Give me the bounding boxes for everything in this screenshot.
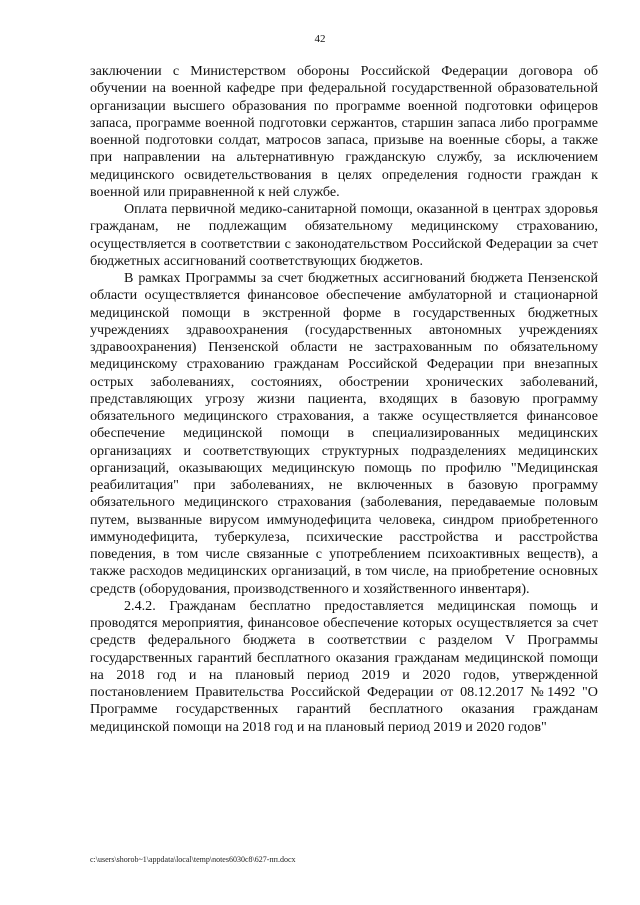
paragraph-penza-budget-funding: В рамках Программы за счет бюджетных ассигнований бюджета Пензенской области осуществляется финансовое обеспечение амбулаторной и стационарной медицинской помощи в экстренной форме в государственных бюджетных учреждениях здравоохранения (государственных автономных учреждениях здравоохранения) Пензенской области не застрахованным по обязательному медицинскому страхованию гражданам Российской Федерации при внезапных острых заболеваниях, состояниях, обострении хронических заболеваний, представляющих угрозу жизни пациента, входящих в базовую программу обязательного медицинского страхования, а также осуществляется финансовое обеспечение медицинской помощи в специализированных медицинских организациях и соответствующих структурных подразделениях медицинских организаций, оказывающих медицинскую помощь по профилю "Медицинская реабилитация" при заболеваниях, не включенных в базовую программу обязательного медицинского страхования (заболевания, передаваемые половым путем, вызванные вирусом иммунодефицита человека, синдром приобретенного иммунодефицита, туберкулеза, психические расстройства и расстройства поведения, в том числе связанные с употреблением психоактивных веществ), а также расходов медицинских организаций, в том числе, на приобретение основных средств (оборудования, производственного и хозяйственного инвентаря). [90, 270, 598, 597]
paragraph-section-2-4-2: 2.4.2. Гражданам бесплатно предоставляется медицинская помощь и проводятся мероприятия, финансовое обеспечение которых осуществляется за счет средств федерального бюджета в соответствии с разделом V Программы государственных гарантий бесплатного оказания гражданам медицинской помощи на 2018 год и на плановый период 2019 и 2020 годов, утвержденной постановлением Правительства Российской Федерации от 08.12.2017 №1492 "О Программе государственных гарантий бесплатного оказания гражданам медицинской помощи на 2018 год и на плановый период 2019 и 2020 годов" [90, 597, 598, 735]
page-number: 42 [314, 33, 326, 45]
document-body [90, 63, 598, 736]
footer-file-path: c:\users\shorob~1\appdata\local\temp\notes6030c8\627-пп.docx [90, 855, 296, 864]
paragraph-health-centers-payment: Оплата первичной медико-санитарной помощи, оказанной в центрах здоровья гражданам, не подлежащим обязательному медицинскому страхованию, осуществляется в соответствии с законодательством Российской Федерации за счет бюджетных ассигнований соответствующих бюджетов. [90, 201, 598, 269]
paragraph-military-service: заключении с Министерством обороны Российской Федерации договора об обучении на военной кафедре при федеральной государственной образовательной организации высшего образования по программе военной подготовки офицеров запаса, программе военной подготовки сержантов, старшин запаса либо программе военной подготовки солдат, матросов запаса, призыве на военные сборы, а также при направлении на альтернативную гражданскую службу, за исключением медицинского освидетельствования в целях определения годности граждан к военной или приравненной к ней службе. [90, 63, 598, 200]
